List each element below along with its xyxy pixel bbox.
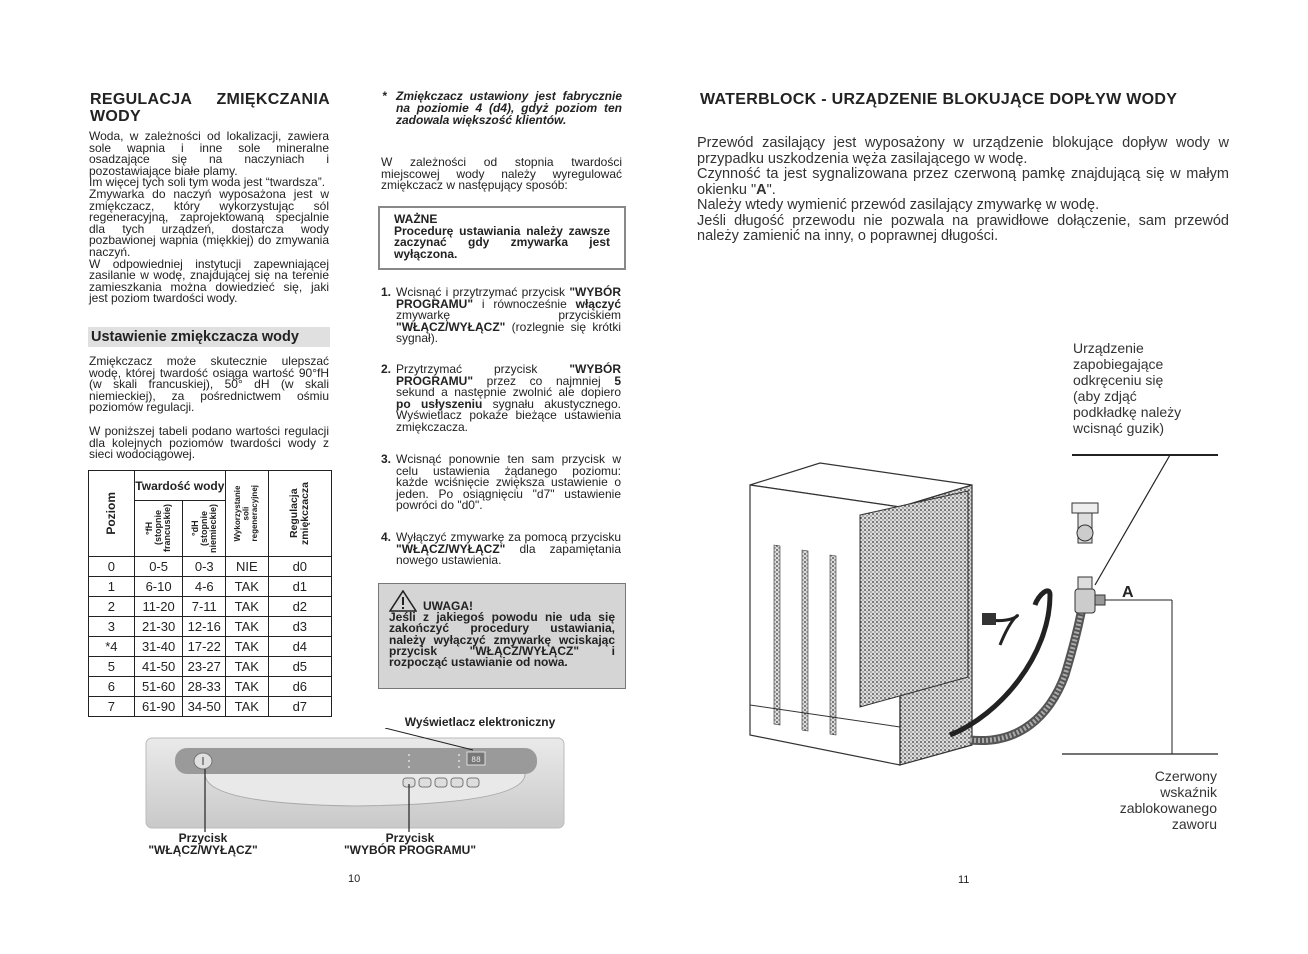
red-indicator-callout xyxy=(1060,768,1217,832)
page-number-left: 10 xyxy=(348,873,361,885)
callout-line: (aby zdjąć xyxy=(1073,388,1137,404)
table-row: 0 0-5 0-3 NIE d0 xyxy=(89,557,332,577)
intro-paragraph: W odpowiedniej instytucji zapewniającej zasilanie w wodę, znajdującej się na terenie zamieszkania można dowiedzieć się, jaki jest poziom twardości wody. xyxy=(89,256,329,306)
intro-text xyxy=(89,131,329,305)
step-text: sekund a następnie zwolnić ale dopiero xyxy=(396,385,621,399)
step-1 xyxy=(381,285,621,345)
header-hardness: Twardość wody xyxy=(134,471,225,501)
callout-line: zaworu xyxy=(1171,816,1217,832)
step-text: dla zapamiętania nowego ustawienia. xyxy=(396,541,621,567)
header-dh: °dH (stopnie niemieckie) xyxy=(183,501,226,557)
factory-setting-footnote xyxy=(382,91,622,126)
intro-paragraph: Im więcej tych soli tym woda jest “twardsza”. xyxy=(89,175,326,190)
step-number: 2. xyxy=(381,362,392,376)
label-line: "WŁĄCZ/WYŁĄCZ" xyxy=(148,843,258,857)
step-text: (rozlegnie się krótki sygnał). xyxy=(396,319,621,345)
step-text: Wyłączyć zmywarkę za pomocą przycisku xyxy=(396,530,621,544)
step-4 xyxy=(381,530,621,567)
anti-unscrew-callout xyxy=(1073,340,1233,436)
page-number-right: 11 xyxy=(958,874,970,886)
water-tap-icon xyxy=(1072,503,1105,613)
header-fh: °fH (stopnie francuskie) xyxy=(134,501,183,557)
table-row: 1 6-10 4-6 TAK d1 xyxy=(89,577,332,597)
step-text-bold: włączyć xyxy=(575,296,621,311)
callout-line: podkładkę należy xyxy=(1073,404,1182,420)
step-text: sygnału akustycznego. Wyświetlacz pokaże bieżące ustawienia zmiękczacza. xyxy=(396,396,621,434)
label-line: "WYBÓR PROGRAMU" xyxy=(343,843,477,857)
footnote-asterisk: * xyxy=(382,89,387,103)
warning-box xyxy=(378,583,626,689)
dishwasher-illustration xyxy=(720,445,1240,785)
label-line: Przycisk xyxy=(385,831,435,845)
step-2 xyxy=(381,362,621,434)
step-text: Przytrzymać przycisk xyxy=(396,362,570,376)
important-text: Procedurę ustawiania należy zawsze zaczynać gdy zmywarka jest wyłączona. xyxy=(394,223,610,261)
section-title-waterblock: WATERBLOCK - URZĄDZENIE BLOKUJĄCE DOPŁYW WODY xyxy=(700,91,1178,108)
header-salt: Wykorzystanie soli regeneracyjnej xyxy=(226,471,269,557)
paragraph: Należy wtedy wymienić przewód zasilający zmywarkę w wodę. xyxy=(697,197,1100,213)
table-row: 2 11-20 7-11 TAK d2 xyxy=(89,597,332,617)
step-text: Wcisnąć i przytrzymać przycisk xyxy=(396,285,570,299)
intro-paragraph: Woda, w zależności od lokalizacji, zawiera sole wapnia i inne sole mineralne osadzające się na naczyniach i pozostawiające białe plamy. xyxy=(89,129,329,178)
onoff-button-label xyxy=(130,832,276,856)
step-text: Wcisnąć ponownie ten sam przycisk w celu ustawienia żądanego poziomu: każde wciśnięcie zwiększa ustawienie o jeden. Po osiągnięciu "d7" ustawienie powróci do "d0". xyxy=(396,452,621,512)
waterblock-description xyxy=(697,136,1229,245)
step-text-bold: 5 xyxy=(614,373,621,388)
step-number: 1. xyxy=(381,285,392,299)
header-regulation: Regulacja zmiękczacza xyxy=(268,471,331,557)
important-title: WAŻNE xyxy=(394,212,438,226)
table-row: 5 41-50 23-27 TAK d5 xyxy=(89,657,332,677)
display-digits: 88 xyxy=(471,756,481,765)
step-number: 4. xyxy=(381,530,392,544)
callout-line: wskaźnik xyxy=(1160,784,1217,800)
label-a: A xyxy=(1122,584,1134,601)
callout-line: wcisnąć guzik) xyxy=(1073,420,1165,436)
table-row: 7 61-90 34-50 TAK d7 xyxy=(89,697,332,717)
table-row: 6 51-60 28-33 TAK d6 xyxy=(89,677,332,697)
step-number: 3. xyxy=(381,452,392,466)
header-level: Poziom xyxy=(89,471,135,557)
red-indicator-window-icon xyxy=(1095,595,1105,605)
step-text-bold: "WYBÓR PROGRAMU" xyxy=(396,285,621,311)
warning-title: UWAGA! xyxy=(423,598,473,613)
callout-line: Czerwony xyxy=(1154,768,1217,784)
paragraph: Przewód zasilający jest wyposażony w urządzenie blokujące dopływ wody w przypadku uszkodzenia węża zasilającego w wodę. xyxy=(697,135,1229,167)
step-text-bold: "WŁĄCZ/WYŁĄCZ" xyxy=(396,319,506,334)
label-line: Przycisk xyxy=(178,831,228,845)
callout-line: Urządzenie xyxy=(1073,340,1144,356)
callout-line: odkręceniu się xyxy=(1073,372,1164,388)
warning-triangle-icon xyxy=(389,590,417,612)
program-button-label xyxy=(330,832,490,856)
subsection-title: Ustawienie zmiękczacza wody xyxy=(88,327,330,347)
step-text: przez co najmniej xyxy=(473,373,615,388)
table-row: *4 31-40 17-22 TAK d4 xyxy=(89,637,332,657)
callout-line: zapobiegające xyxy=(1073,356,1164,372)
softener-paragraph-2: W poniższej tabeli podano wartości regulacji dla kolejnych poziomów twardości wody z sieci wodociągowej. xyxy=(89,424,329,462)
paragraph: Jeśli długość przewodu nie pozwala na prawidłowe dołączenie, sam przewód należy zamienić na inny, o poprawnej długości. xyxy=(697,212,1229,244)
warning-text: Jeśli z jakiegoś powodu nie uda się zakończyć procedury ustawiania, należy wyłączyć zmywarkę wciskając przycisk "WŁĄCZ/WYŁĄCZ" i rozpocząć ustawianie od nowa. xyxy=(389,610,615,670)
step-text: i równocześnie xyxy=(473,296,576,311)
intro-paragraph: Zmywarka do naczyń wyposażona jest w zmiękczacz, który wykorzystując sól regeneracyjną, zaprojektowaną specjalnie dla tych urządzeń, dostarcza wody pozbawionej wapnia (miękkiej) do zmywania naczyń. xyxy=(89,186,329,259)
middle-intro: W zależności od stopnia twardości miejscowej wody należy wyregulować zmiękczacz w następujący sposób: xyxy=(381,155,622,193)
hardness-table xyxy=(88,470,332,717)
paragraph: Czynność ta jest sygnalizowana przez czerwoną pamkę znajdującą się w małym okienku "A". xyxy=(697,166,1229,198)
step-text-bold: "WŁĄCZ/WYŁĄCZ" xyxy=(396,541,506,556)
display-label: Wyświetlacz elektroniczny xyxy=(404,715,556,729)
step-text-bold: "WYBÓR PROGRAMU" xyxy=(396,362,621,388)
callout-line: zablokowanego xyxy=(1119,800,1217,816)
softener-paragraph-1: Zmiękczacz może skutecznie ulepszać wodę, której twardość osiąga wartość 90°fH (w skali francuskiej), 50° dH (w skali niemieckiej), za pośrednictwem ośmiu poziomów regulacji. xyxy=(89,354,329,415)
table-row: 3 21-30 12-16 TAK d3 xyxy=(89,617,332,637)
section-title-water-softener: REGULACJA ZMIĘKCZANIA WODY xyxy=(90,91,330,125)
step-text-bold: po usłyszeniu xyxy=(396,396,483,411)
step-text: zmywarkę przyciskiem xyxy=(396,308,621,322)
control-panel-illustration xyxy=(145,728,567,832)
important-box xyxy=(378,206,626,270)
footnote-text: Zmiękczacz ustawiony jest fabrycznie na poziomie 4 (d4), gdyż poziom ten zadowala większość klientów. xyxy=(396,89,622,127)
step-3 xyxy=(381,452,621,512)
